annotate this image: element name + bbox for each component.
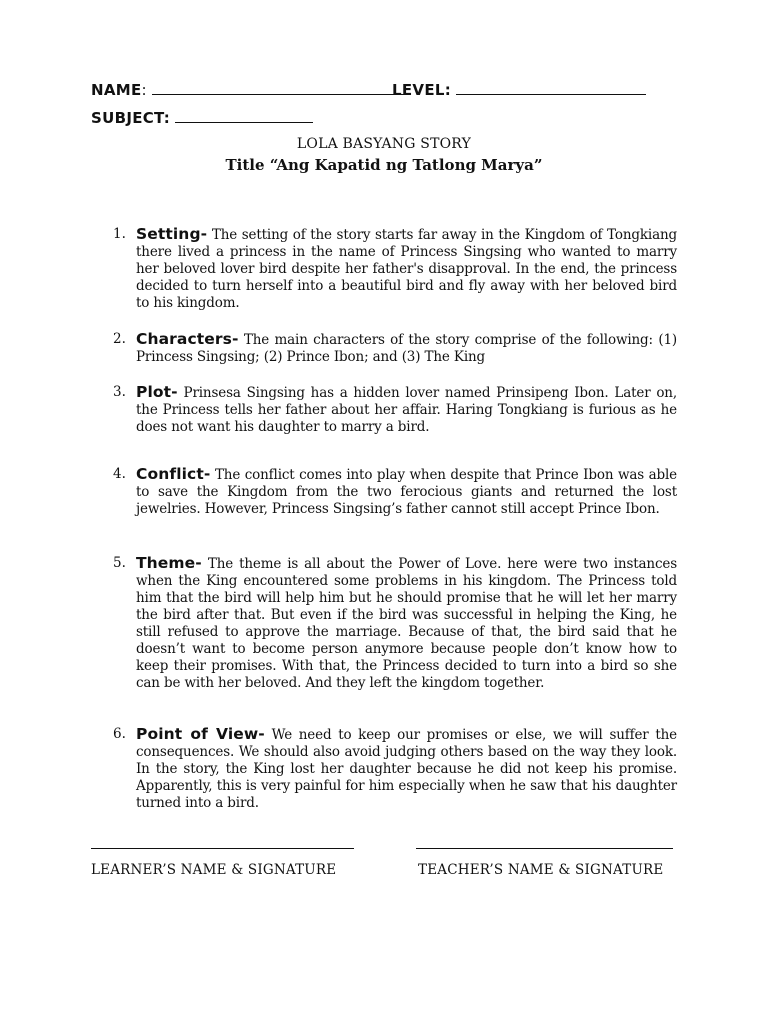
name-field: NAME: bbox=[91, 80, 408, 99]
story-label: LOLA BASYANG STORY bbox=[296, 136, 472, 152]
list-item-conflict: 4. Conflict- The conflict comes into play when despite that Prince Ibon was able to save the Kingdom from the two ferocious giants and returned the lost jewelries. However, Princess Singsing’s father cannot still accept Prince Ibon. bbox=[113, 465, 677, 517]
item-heading: Characters bbox=[136, 330, 232, 348]
item-heading: Theme bbox=[136, 554, 196, 572]
item-number: 3. bbox=[113, 384, 126, 400]
item-heading: Conflict bbox=[136, 465, 204, 483]
level-blank[interactable] bbox=[456, 80, 646, 95]
item-number: 4. bbox=[113, 466, 126, 482]
list-item-theme: 5. Theme- The theme is all about the Power of Love. here were two instances when the King encountered some problems in his kingdom. The Princess told him that the bird will help him but he should promise that he will let her marry the bird after that. But even if the bird was successful in helping the King, he still refused to approve the marriage. Because of that, the bird said that he doesn’t want to become person anymore because people don’t know how to keep their promises. With that, the Princess decided to turn into a bird so she can be with her beloved. And they left the kingdom together. bbox=[113, 554, 677, 691]
story-title: Title “Ang Kapatid ng Tatlong Marya” bbox=[225, 156, 543, 174]
teacher-signature-line[interactable] bbox=[416, 848, 673, 849]
list-item-setting: 1. Setting- The setting of the story starts far away in the Kingdom of Tongkiang there lived a princess in the name of Princess Singsing who wanted to marry her beloved lover bird despite her father's disapproval. In the end, the princess decided to turn herself into a beautiful bird and fly away with her beloved bird to his kingdom. bbox=[113, 225, 677, 311]
item-text: The conflict comes into play when despite that Prince Ibon was able to save the Kingdom from the two ferocious giants and returned the lost jewelries. However, Princess Singsing’s father cannot still accept Prince Ibon. bbox=[136, 467, 677, 517]
item-text: The main characters of the story comprise of the following: (1) Princess Singsing; (2) Prince Ibon; and (3) The King bbox=[136, 332, 677, 365]
subject-field bbox=[91, 108, 313, 127]
name-blank[interactable] bbox=[152, 80, 408, 95]
item-text: The setting of the story starts far away in the Kingdom of Tongkiang there lived a princess in the name of Princess Singsing who wanted to marry her beloved lover bird despite her father's disapproval. In the end, the princess decided to turn herself into a beautiful bird and fly away with her beloved bird to his kingdom. bbox=[136, 227, 677, 311]
name-label: NAME bbox=[91, 81, 142, 99]
item-number: 1. bbox=[113, 226, 126, 242]
item-text: Prinsesa Singsing has a hidden lover named Prinsipeng Ibon. Later on, the Princess tells her father about her affair. Haring Tongkiang is furious as he does not want his daughter to marry a bird. bbox=[136, 385, 677, 435]
item-heading: Point of View bbox=[136, 725, 259, 743]
item-number: 2. bbox=[113, 331, 126, 347]
learner-signature-label: LEARNER’S NAME & SIGNATURE bbox=[91, 862, 337, 878]
list-item-characters: 2. Characters- The main characters of the story comprise of the following: (1) Princess Singsing; (2) Prince Ibon; and (3) The King bbox=[113, 330, 677, 365]
list-item-point-of-view: 6. Point of View- We need to keep our promises or else, we will suffer the consequences. We should also avoid judging others based on the way they look. In the story, the King lost her daughter because he did not keep his promise. Apparently, this is very painful for him especially when he saw that his daughter turned into a bird. bbox=[113, 725, 677, 811]
list-item-plot: 3. Plot- Prinsesa Singsing has a hidden lover named Prinsipeng Ibon. Later on, the Princess tells her father about her affair. Haring Tongkiang is furious as he does not want his daughter to marry a bird. bbox=[113, 383, 677, 435]
subject-label: SUBJECT: bbox=[91, 109, 171, 127]
item-number: 5. bbox=[113, 555, 126, 571]
item-heading: Setting bbox=[136, 225, 201, 243]
subject-blank[interactable] bbox=[175, 108, 313, 123]
level-field bbox=[392, 80, 646, 99]
teacher-signature-label: TEACHER’S NAME & SIGNATURE bbox=[418, 862, 664, 878]
level-label: LEVEL: bbox=[392, 81, 452, 99]
item-text: The theme is all about the Power of Love. here were two instances when the King encountered some problems in his kingdom. The Princess told him that the bird will help him but he should promise that he will let her marry the bird after that. But even if the bird was successful in helping the King, he still refused to approve the marriage. Because of that, the bird said that he doesn’t want to become person anymore because people don’t know how to keep their promises. With that, the Princess decided to turn into a bird so she can be with her beloved. And they left the kingdom together. bbox=[136, 556, 677, 691]
item-heading: Plot bbox=[136, 383, 172, 401]
learner-signature-line[interactable] bbox=[91, 848, 354, 849]
item-number: 6. bbox=[113, 726, 126, 742]
item-text: We need to keep our promises or else, we will suffer the consequences. We should also avoid judging others based on the way they look. In the story, the King lost her daughter because he did not keep his promise. Apparently, this is very painful for him especially when he saw that his daughter turned into a bird. bbox=[136, 727, 677, 811]
